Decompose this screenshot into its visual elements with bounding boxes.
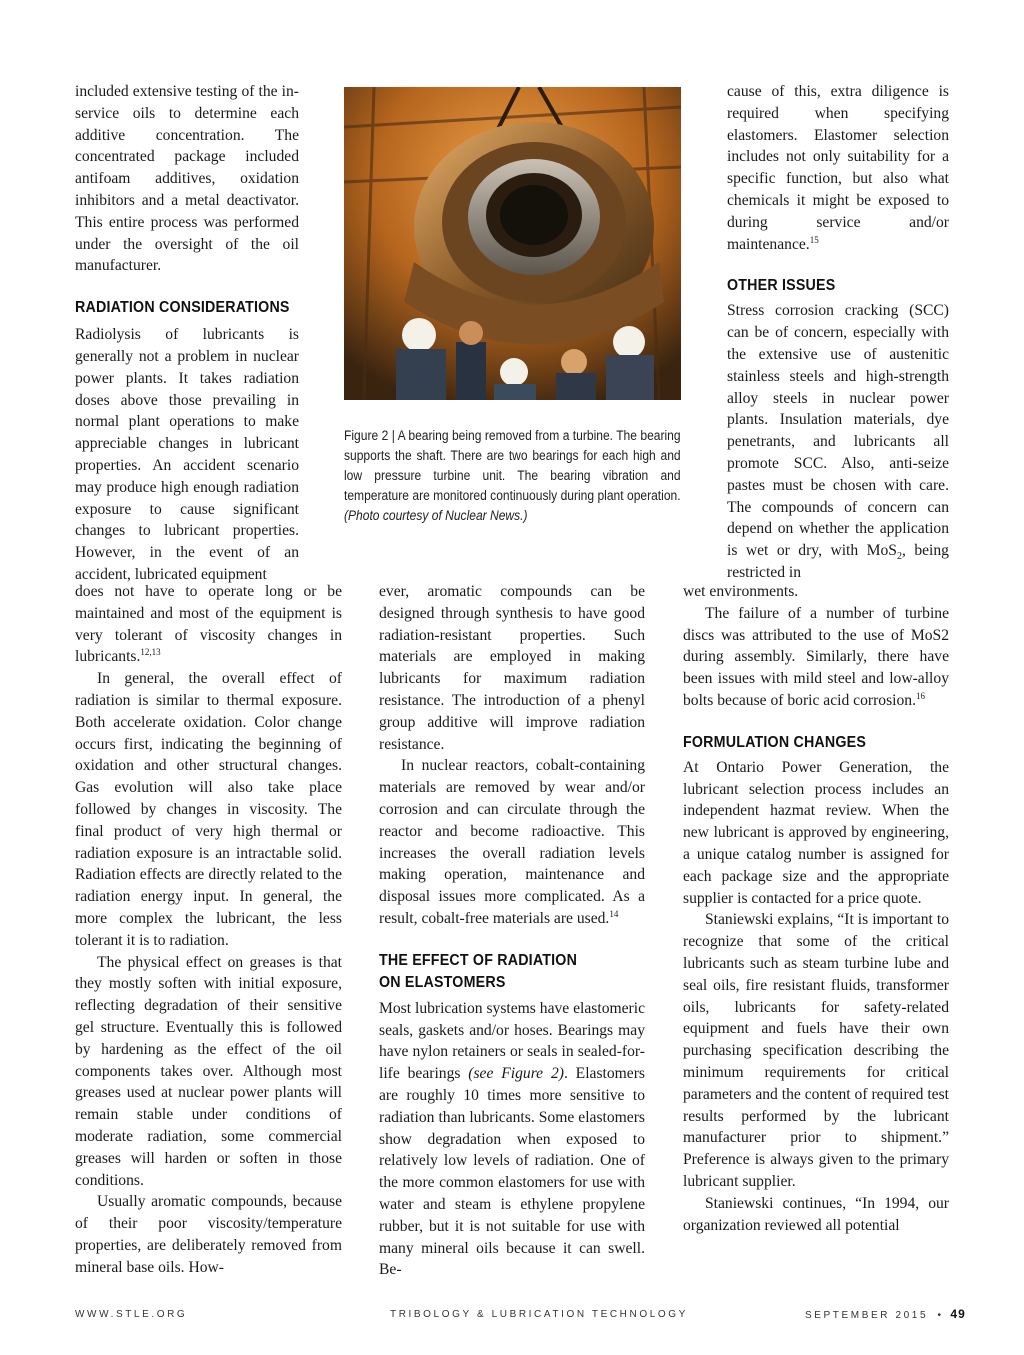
heading-effect-line-2: ON ELASTOMERS xyxy=(379,973,506,991)
radiation-paragraph-2: In general, the overall effect of radiation is similar to thermal exposure. Both accelerate oxidation. Color change occurs first, indicating the beginning of oxidation and other structural changes. Gas evolution will also take place followed by changes in viscosity. The final product of very high thermal or radiation exposure is an intractable solid. Radiation effects are directly related to the radiation energy input. In general, the more complex the lubricant, the less tolerant it is to radiation. xyxy=(75,670,342,949)
middle-paragraph-1: ever, aromatic compounds can be designed through synthesis to have good radiation-resistant properties. Such materials are employed in making lubricants for maximum radiation resistance. The introduction of a phenyl group additive will improve radiation resistance. xyxy=(379,583,645,753)
column-left xyxy=(75,81,299,586)
middle-paragraph-2-text: In nuclear reactors, cobalt-containing materials are removed by wear and/or corrosion and can circulate through the reactor and become radioactive. This increases the overall radiation levels making operation, maintenance and disposal issues more complicated. As a result, cobalt-free materials are used. xyxy=(379,757,645,927)
middle-paragraph-3-b: . Elastomers are roughly 10 times more sensitive to radiation than lubricants. Some elastomers show degradation when exposed to relatively low levels of radiation. One of the more common elastomers for use with water and steam is ethylene propylene rubber, but it is not suitable for use with many mineral oils because it can swell. Be- xyxy=(379,1065,645,1279)
column-middle xyxy=(379,581,645,1281)
right-paragraph-3 xyxy=(683,603,949,712)
radiation-paragraph-4: Usually aromatic compounds, because of their poor viscosity/temperature properties, are deliberately removed from mineral base oils. How- xyxy=(75,1193,342,1276)
right-paragraph-3-text: The failure of a number of turbine discs was attributed to the use of MoS2 during assembly. Similarly, there have been issues with mild steel and low-alloy bolts because of boric acid corrosion. xyxy=(683,604,949,709)
radiation-paragraph-1-continued xyxy=(75,581,342,668)
column-right-narrow xyxy=(727,81,949,584)
right-paragraph-5: Staniewski explains, “It is important to recognize that some of the critical lubricants such as steam turbine lube and seal oils, fire resistant fluids, transformer oils, lubricants for safety-related equipment and fuels have their own purchasing specification describing the minimum requirements for critical parameters and the content of required test results performed by the lubricant manufacturer prior to shipment.” Preference is always given to the primary lubricant supplier. xyxy=(683,911,949,1190)
reference-superscript: 15 xyxy=(809,234,819,245)
figure-caption xyxy=(344,426,681,526)
right-paragraph-1 xyxy=(727,81,949,255)
footer-publication: TRIBOLOGY & LUBRICATION TECHNOLOGY xyxy=(390,1309,688,1320)
heading-effect-line-1: THE EFFECT OF RADIATION xyxy=(379,951,578,969)
figure-reference: (see Figure 2) xyxy=(468,1065,564,1083)
footer-separator: • xyxy=(937,1310,942,1321)
turbine-bearing-photo xyxy=(344,87,681,400)
page-number: 49 xyxy=(950,1307,966,1321)
subscript: 2 xyxy=(896,551,902,563)
middle-paragraph-2 xyxy=(379,755,645,929)
right-paragraph-2-b: , being restricted in xyxy=(727,542,949,581)
caption-divider: | xyxy=(391,428,398,443)
column-right-wide xyxy=(683,581,949,1236)
right-paragraph-4: At Ontario Power Generation, the lubricant selection process includes an independent hazmat review. When the new lubricant is approved by engineering, a unique catalog number is assigned for each package size and the appropriate supplier is contacted for a price quote. xyxy=(683,758,949,907)
turbine-bearing-photo-icon xyxy=(344,87,681,400)
right-paragraph-1-text: cause of this, extra diligence is required when specifying elastomers. Elastomer selection includes not only suitability for a specific function, but also what chemicals it might be exposed to during service and/or maintenance. xyxy=(727,83,949,253)
footer-date: SEPTEMBER 2015 xyxy=(805,1310,929,1321)
right-paragraph-2 xyxy=(727,300,949,583)
right-paragraph-2-a: Stress corrosion cracking (SCC) can be of concern, especially with the extensive use of austenitic stainless steels and high-strength alloy steels in nuclear power plants. Insulation materials, dye penetrants, and lubricants all promote SCC. Also, anti-seize pastes must be chosen with care. The compounds of concern can depend on whether the application is wet or dry, with MoS xyxy=(727,302,949,560)
reference-superscript: 14 xyxy=(609,908,619,919)
right-paragraph-2-continued: wet environments. xyxy=(683,583,799,600)
reference-superscript: 16 xyxy=(915,690,925,701)
caption-label: Figure 2 xyxy=(344,428,389,443)
reference-superscript: 12,13 xyxy=(140,647,161,658)
radiation-paragraph-3: The physical effect on greases is that they mostly soften with initial exposure, reflecting degradation of their sensitive gel structure. Eventually this is followed by hardening as the effect of the oil components takes over. Although most greases used at nuclear power plants will remain stable under conditions of moderate radiation, some commercial greases will harden or soften in those conditions. xyxy=(75,953,342,1189)
footer-date-page xyxy=(805,1307,966,1321)
heading-radiation-considerations: RADIATION CONSIDERATIONS xyxy=(75,299,290,317)
radiation-paragraph-1-tail: does not have to operate long or be maintained and most of the equipment is very tolerant of viscosity changes in lubricants. xyxy=(75,583,342,666)
caption-credit: (Photo courtesy of Nuclear News.) xyxy=(344,508,528,523)
middle-paragraph-3-a: Most lubrication systems have elastomeric seals, gaskets and/or hoses. Bearings may have nylon retainers or seals in sealed-for-life bearings xyxy=(379,999,645,1083)
column-left-wide xyxy=(75,581,342,1279)
radiation-paragraph-1: Radiolysis of lubricants is generally not a problem in nuclear power plants. It takes radiation doses above those prevailing in normal plant operations to make appreciable changes in lubricant properties. An accident scenario may produce high enough radiation exposure to cause significant changes to lubricant properties. However, in the event of an accident, lubricated equipment xyxy=(75,326,299,583)
caption-text: A bearing being removed from a turbine. The bearing supports the shaft. There are two bearings for each high and low pressure turbine unit. The bearing vibration and temperature are monitored continuously during plant operation. xyxy=(344,428,681,503)
heading-other-issues: OTHER ISSUES xyxy=(727,277,836,295)
footer-website[interactable]: WWW.STLE.ORG xyxy=(75,1309,188,1320)
right-paragraph-6: Staniewski continues, “In 1994, our organization reviewed all potential xyxy=(683,1194,949,1234)
middle-paragraph-3 xyxy=(379,998,645,1281)
intro-paragraph: included extensive testing of the in-service oils to determine each additive concentration. The concentrated package included antifoam additives, oxidation inhibitors and a metal deactivator. This entire process was performed under the oversight of the oil manufacturer. xyxy=(75,83,299,275)
heading-formulation-changes: FORMULATION CHANGES xyxy=(683,733,867,751)
